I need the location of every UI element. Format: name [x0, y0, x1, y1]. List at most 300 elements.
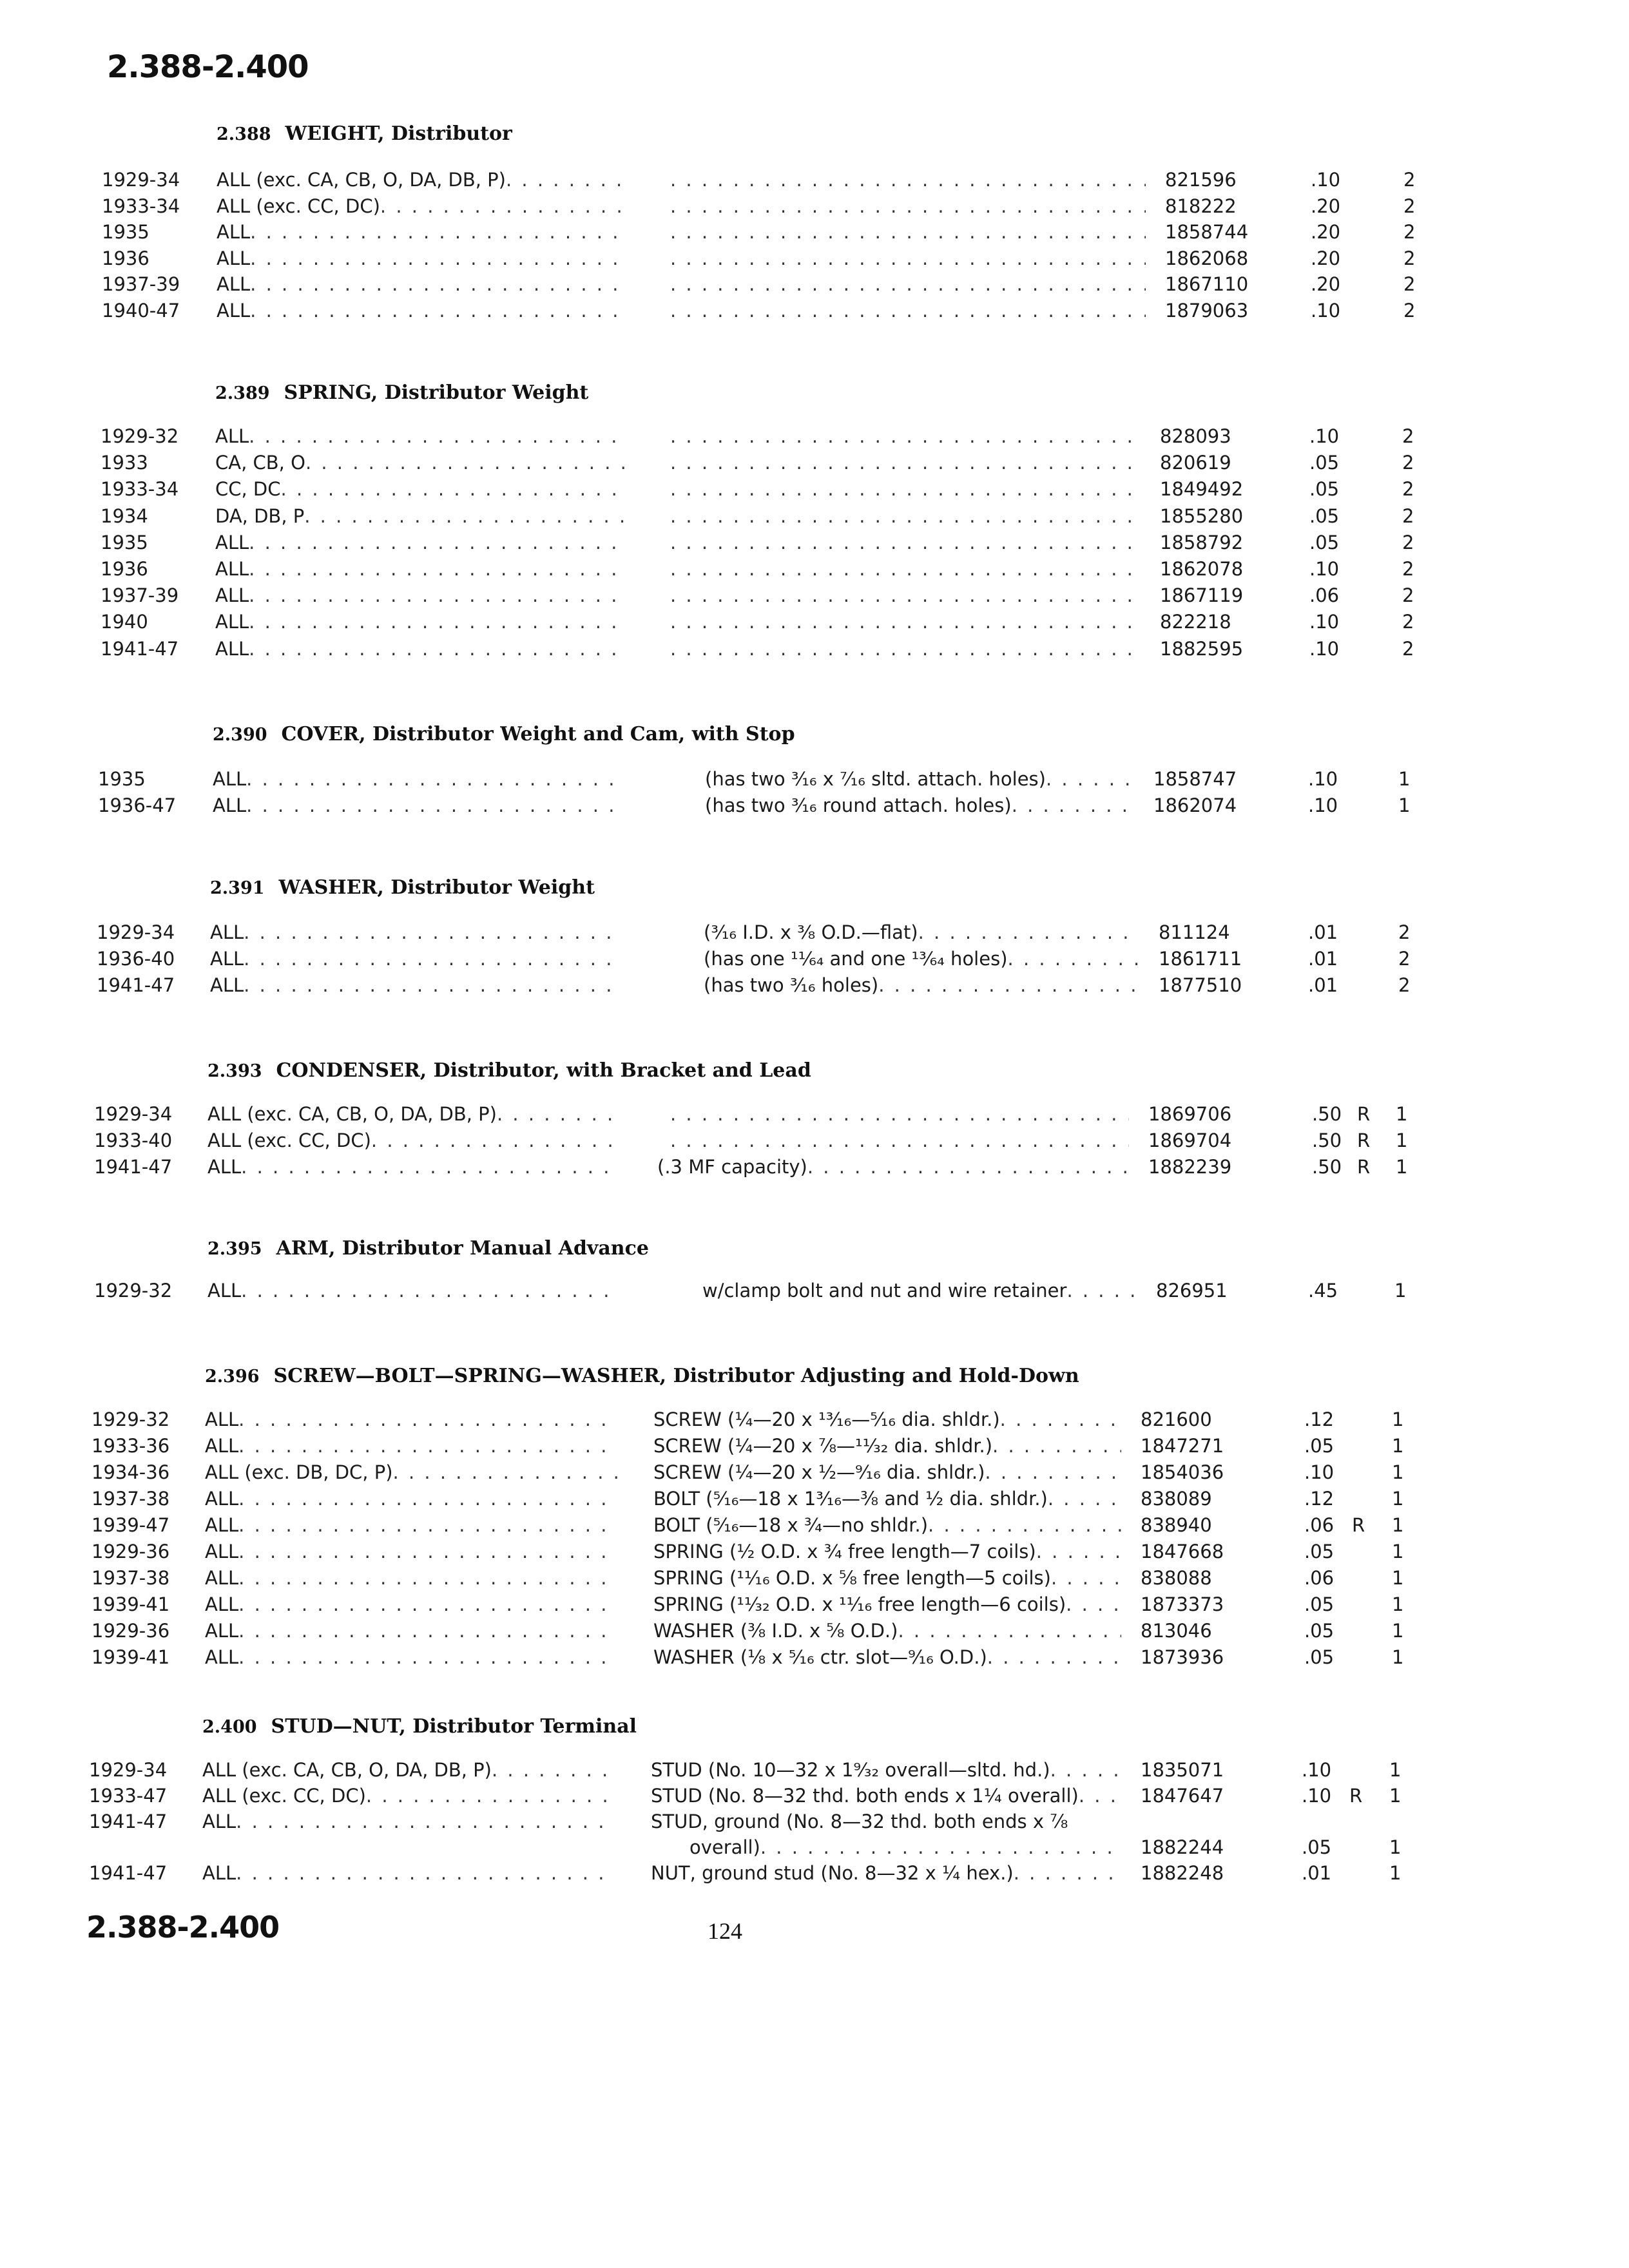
quantity: 1	[1392, 1541, 1404, 1562]
table-row	[0, 505, 1629, 531]
dot-leader	[246, 768, 625, 790]
part-number: 813046	[1141, 1620, 1212, 1642]
table-row	[0, 247, 1629, 273]
model-cell	[205, 1514, 617, 1536]
unit-weight: .01	[1308, 974, 1338, 996]
section-title-text: SPRING, Distributor Weight	[284, 381, 589, 404]
model-cell	[207, 1156, 620, 1178]
description-cell	[670, 611, 1141, 633]
unit-weight: .10	[1309, 638, 1340, 660]
unit-weight: .05	[1309, 505, 1340, 527]
unit-weight: .45	[1308, 1280, 1338, 1302]
model-cell	[205, 1488, 617, 1510]
section-title-text: CONDENSER, Distributor, with Bracket and Lead	[276, 1059, 811, 1082]
year-range: 1929-34	[102, 169, 180, 191]
description-cell	[670, 221, 1146, 243]
unit-weight: .10	[1308, 768, 1338, 790]
description-cell	[670, 452, 1141, 474]
year-range: 1935	[102, 221, 149, 243]
description-text: w/clamp bolt and nut and wire retainer	[702, 1280, 1067, 1302]
dot-leader	[371, 1129, 620, 1151]
model-cell	[217, 221, 629, 243]
model-cell	[205, 1408, 617, 1430]
section-title	[213, 723, 795, 745]
dot-leader	[1046, 768, 1134, 790]
dot-leader	[249, 611, 628, 633]
unit-weight: .10	[1309, 425, 1340, 447]
part-number: 820619	[1160, 452, 1231, 474]
unit-weight: .20	[1311, 273, 1341, 295]
model-text: ALL (exc. CA, CB, O, DA, DB, P)	[202, 1759, 492, 1781]
table-row	[0, 1103, 1629, 1129]
quantity: 1	[1396, 1129, 1408, 1151]
model-cell	[202, 1759, 615, 1781]
dot-leader	[670, 1129, 1129, 1151]
model-cell	[202, 1785, 615, 1807]
quantity: 1	[1392, 1620, 1404, 1642]
table-row	[0, 452, 1629, 477]
description-text: WASHER (⅜ I.D. x ⅝ O.D.)	[653, 1620, 898, 1642]
dot-leader	[304, 505, 628, 527]
model-text: ALL	[205, 1435, 239, 1457]
model-text: ALL (exc. DB, DC, P)	[205, 1461, 393, 1483]
quantity: 2	[1403, 300, 1416, 322]
part-number: 821600	[1141, 1408, 1212, 1430]
year-range: 1941-47	[89, 1811, 168, 1832]
description-cell	[670, 1129, 1129, 1151]
year-range: 1936-40	[97, 948, 175, 970]
part-number: 1847647	[1141, 1785, 1224, 1807]
model-cell	[205, 1593, 617, 1615]
description-cell	[670, 273, 1146, 295]
table-row	[0, 300, 1629, 325]
table-row	[0, 1129, 1629, 1155]
model-text: ALL	[205, 1488, 239, 1510]
unit-weight: .20	[1311, 247, 1341, 269]
quantity: 1	[1392, 1435, 1404, 1457]
dot-leader	[1036, 1541, 1121, 1562]
year-range: 1934-36	[92, 1461, 170, 1483]
dot-leader	[393, 1461, 617, 1483]
model-cell	[205, 1620, 617, 1642]
description-cell	[653, 1620, 1121, 1642]
dot-leader	[236, 1862, 615, 1884]
quantity: 1	[1392, 1408, 1404, 1430]
year-range: 1936	[101, 558, 148, 580]
model-text: ALL	[217, 300, 251, 322]
model-text: ALL	[215, 425, 249, 447]
dot-leader	[1000, 1408, 1121, 1430]
dot-leader	[670, 611, 1141, 633]
year-range: 1934	[101, 505, 148, 527]
model-cell	[213, 794, 625, 816]
part-number: 1877510	[1159, 974, 1242, 996]
quantity: 2	[1402, 425, 1414, 447]
year-range: 1937-39	[102, 273, 180, 295]
quantity: 1	[1389, 1785, 1402, 1807]
table-row	[0, 195, 1629, 221]
table-row	[0, 768, 1629, 794]
quantity: 2	[1402, 584, 1414, 606]
model-text: ALL (exc. CC, DC)	[217, 195, 380, 217]
quantity: 1	[1389, 1836, 1402, 1858]
dot-leader	[1066, 1593, 1121, 1615]
year-range: 1933-34	[102, 195, 180, 217]
section-title	[207, 1237, 649, 1260]
description-cell	[653, 1567, 1121, 1589]
description-text: STUD, ground (No. 8—32 thd. both ends x ⅞	[651, 1811, 1068, 1832]
part-number: 1862078	[1160, 558, 1244, 580]
unit-weight: .06	[1309, 584, 1340, 606]
quantity: 1	[1394, 1280, 1407, 1302]
dot-leader	[670, 452, 1141, 474]
description-cell	[651, 1759, 1121, 1781]
quantity: 2	[1402, 638, 1414, 660]
dot-leader	[1014, 1862, 1121, 1884]
description-cell	[670, 638, 1141, 660]
section-title	[217, 122, 512, 145]
model-text: ALL	[213, 794, 247, 816]
table-row	[0, 1461, 1629, 1487]
description-cell	[653, 1461, 1121, 1483]
description-cell	[704, 921, 1139, 943]
model-text: ALL	[215, 558, 249, 580]
part-number: 1882239	[1148, 1156, 1232, 1178]
model-text: ALL	[205, 1593, 239, 1615]
dot-leader	[238, 1408, 617, 1430]
model-cell	[215, 558, 628, 580]
dot-leader	[670, 195, 1146, 217]
year-range: 1929-34	[89, 1759, 168, 1781]
part-number: 1835071	[1141, 1759, 1224, 1781]
quantity: 2	[1402, 452, 1414, 474]
description-cell	[689, 1836, 1121, 1858]
unit-weight: .10	[1311, 169, 1341, 191]
model-text: ALL	[215, 611, 249, 633]
description-text: SPRING (½ O.D. x ¾ free length—7 coils)	[653, 1541, 1036, 1562]
dot-leader	[241, 1156, 620, 1178]
dot-leader	[670, 1103, 1129, 1125]
dot-leader	[670, 425, 1141, 447]
model-text: ALL	[205, 1620, 239, 1642]
dot-leader	[249, 425, 628, 447]
model-text: CC, DC	[215, 478, 281, 500]
quantity: 1	[1389, 1759, 1402, 1781]
part-number: 1862068	[1165, 247, 1249, 269]
unit-weight: .05	[1302, 1836, 1332, 1858]
dot-leader	[670, 478, 1141, 500]
dot-leader	[670, 300, 1146, 322]
table-row	[0, 1567, 1629, 1593]
dot-leader	[670, 247, 1146, 269]
section-number: 2.391	[210, 878, 265, 898]
table-row	[0, 974, 1629, 1000]
part-number: 1867119	[1160, 584, 1244, 606]
description-text: overall)	[689, 1836, 760, 1858]
page-footer-code: 2.388-2.400	[86, 1910, 280, 1945]
year-range: 1933-34	[101, 478, 179, 500]
unit-weight: .50	[1312, 1156, 1342, 1178]
description-text: STUD (No. 10—32 x 1⁹⁄₃₂ overall—sltd. hd.)	[651, 1759, 1050, 1781]
model-cell	[213, 768, 625, 790]
quantity: 2	[1398, 921, 1411, 943]
description-cell	[670, 195, 1146, 217]
table-row	[0, 478, 1629, 504]
model-cell	[215, 505, 628, 527]
unit-weight: .05	[1304, 1593, 1335, 1615]
section-title-text: STUD—NUT, Distributor Terminal	[271, 1715, 637, 1738]
description-text: SPRING (¹¹⁄₁₆ O.D. x ⅝ free length—5 coils)	[653, 1567, 1051, 1589]
part-number: 1862074	[1153, 794, 1237, 816]
section-number: 2.390	[213, 725, 267, 745]
model-cell	[215, 611, 628, 633]
model-cell	[205, 1567, 617, 1589]
unit-weight: .20	[1311, 195, 1341, 217]
table-row	[0, 921, 1629, 947]
dot-leader	[670, 221, 1146, 243]
part-number: 1882244	[1141, 1836, 1224, 1858]
model-text: ALL	[205, 1514, 239, 1536]
part-number: 1849492	[1160, 478, 1244, 500]
quantity: 2	[1403, 273, 1416, 295]
year-range: 1940	[101, 611, 148, 633]
dot-leader	[250, 300, 629, 322]
unit-weight: .01	[1302, 1862, 1332, 1884]
quantity: 2	[1402, 505, 1414, 527]
model-text: ALL (exc. CC, DC)	[202, 1785, 366, 1807]
reference-mark: R	[1357, 1103, 1371, 1125]
dot-leader	[238, 1620, 617, 1642]
year-range: 1933-40	[94, 1129, 173, 1151]
section-number: 2.393	[207, 1061, 262, 1081]
year-range: 1933	[101, 452, 148, 474]
dot-leader	[1050, 1759, 1121, 1781]
dot-leader	[1008, 948, 1139, 970]
part-number: 838940	[1141, 1514, 1212, 1536]
model-text: ALL	[213, 768, 247, 790]
unit-weight: .06	[1304, 1514, 1335, 1536]
model-text: ALL	[210, 974, 244, 996]
dot-leader	[244, 974, 622, 996]
unit-weight: .10	[1302, 1785, 1332, 1807]
table-row	[0, 532, 1629, 557]
part-number: 826951	[1156, 1280, 1228, 1302]
year-range: 1929-32	[101, 425, 179, 447]
unit-weight: .05	[1304, 1620, 1335, 1642]
part-number: 1854036	[1141, 1461, 1224, 1483]
quantity: 2	[1403, 169, 1416, 191]
year-range: 1935	[101, 532, 148, 553]
description-cell	[670, 169, 1146, 191]
model-cell	[215, 532, 628, 553]
quantity: 2	[1403, 195, 1416, 217]
model-text: ALL	[217, 247, 251, 269]
description-cell	[702, 1280, 1137, 1302]
description-cell	[653, 1593, 1121, 1615]
dot-leader	[492, 1759, 615, 1781]
quantity: 1	[1392, 1514, 1404, 1536]
dot-leader	[670, 169, 1146, 191]
description-text: SPRING (¹¹⁄₃₂ O.D. x ¹¹⁄₁₆ free length—6 coils)	[653, 1593, 1066, 1615]
part-number: 1869704	[1148, 1129, 1232, 1151]
model-cell	[205, 1646, 617, 1668]
dot-leader	[497, 1103, 620, 1125]
description-text: (has one ¹¹⁄₆₄ and one ¹³⁄₆₄ holes)	[704, 948, 1008, 970]
dot-leader	[1079, 1785, 1121, 1807]
part-number: 1869706	[1148, 1103, 1232, 1125]
dot-leader	[898, 1620, 1121, 1642]
description-cell	[653, 1646, 1121, 1668]
dot-leader	[249, 638, 628, 660]
quantity: 1	[1396, 1103, 1408, 1125]
unit-weight: .05	[1309, 452, 1340, 474]
quantity: 1	[1396, 1156, 1408, 1178]
unit-weight: .05	[1304, 1435, 1335, 1457]
dot-leader	[928, 1514, 1121, 1536]
year-range: 1941-47	[101, 638, 179, 660]
part-number: 1858744	[1165, 221, 1249, 243]
year-range: 1941-47	[89, 1862, 168, 1884]
dot-leader	[366, 1785, 615, 1807]
table-row	[0, 273, 1629, 299]
description-text: (has two ³⁄₁₆ round attach. holes)	[705, 794, 1012, 816]
table-row	[0, 1541, 1629, 1566]
description-text: SCREW (¼—20 x ⅞—¹¹⁄₃₂ dia. shldr.)	[653, 1435, 993, 1457]
dot-leader	[249, 584, 628, 606]
dot-leader	[250, 247, 629, 269]
year-range: 1937-39	[101, 584, 179, 606]
table-row	[0, 221, 1629, 247]
model-text: ALL	[205, 1646, 239, 1668]
model-cell	[207, 1280, 620, 1302]
description-cell	[670, 425, 1141, 447]
unit-weight: .05	[1309, 478, 1340, 500]
description-cell	[705, 768, 1134, 790]
section-title	[202, 1715, 637, 1738]
dot-leader	[250, 273, 629, 295]
description-text: SCREW (¼—20 x ¹³⁄₁₆—⁵⁄₁₆ dia. shldr.)	[653, 1408, 1000, 1430]
table-row	[0, 1811, 1629, 1836]
model-cell	[210, 921, 622, 943]
year-range: 1937-38	[92, 1488, 170, 1510]
table-row	[0, 425, 1629, 451]
model-text: ALL	[205, 1408, 239, 1430]
model-text: ALL	[202, 1811, 236, 1832]
table-row	[0, 794, 1629, 820]
table-row	[0, 1408, 1629, 1434]
dot-leader	[249, 558, 628, 580]
section-title	[215, 381, 588, 404]
section-title	[210, 876, 595, 899]
description-text: SCREW (¼—20 x ½—⁹⁄₁₆ dia. shldr.)	[653, 1461, 985, 1483]
reference-mark: R	[1349, 1785, 1363, 1807]
year-range: 1929-34	[94, 1103, 173, 1125]
year-range: 1929-36	[92, 1620, 170, 1642]
description-text: WASHER (⅛ x ⁵⁄₁₆ ctr. slot—⁹⁄₁₆ O.D.)	[653, 1646, 987, 1668]
quantity: 2	[1402, 478, 1414, 500]
page-number: 124	[708, 1918, 742, 1944]
section-title-text: SCREW—BOLT—SPRING—WASHER, Distributor Adjusting and Hold-Down	[273, 1365, 1079, 1387]
description-cell	[670, 478, 1141, 500]
description-cell	[670, 1103, 1129, 1125]
section-number: 2.396	[205, 1367, 260, 1387]
year-range: 1941-47	[94, 1156, 173, 1178]
description-cell	[670, 505, 1141, 527]
description-cell	[670, 558, 1141, 580]
dot-leader	[238, 1541, 617, 1562]
part-number: 1847271	[1141, 1435, 1224, 1457]
dot-leader	[670, 584, 1141, 606]
quantity: 1	[1398, 768, 1411, 790]
dot-leader	[670, 273, 1146, 295]
dot-leader	[238, 1567, 617, 1589]
table-row	[0, 1620, 1629, 1646]
part-number: 821596	[1165, 169, 1237, 191]
dot-leader	[918, 921, 1139, 943]
quantity: 1	[1398, 794, 1411, 816]
model-text: ALL	[210, 948, 244, 970]
dot-leader	[241, 1280, 620, 1302]
quantity: 1	[1392, 1593, 1404, 1615]
dot-leader	[249, 532, 628, 553]
description-cell	[651, 1785, 1121, 1807]
unit-weight: .10	[1309, 558, 1340, 580]
model-text: CA, CB, O	[215, 452, 305, 474]
year-range: 1933-36	[92, 1435, 170, 1457]
dot-leader	[807, 1156, 1129, 1178]
dot-leader	[985, 1461, 1121, 1483]
dot-leader	[670, 558, 1141, 580]
dot-leader	[987, 1646, 1121, 1668]
part-number: 1867110	[1165, 273, 1249, 295]
quantity: 1	[1389, 1862, 1402, 1884]
unit-weight: .06	[1304, 1567, 1335, 1589]
model-cell	[215, 638, 628, 660]
description-text: (³⁄₁₆ I.D. x ³⁄₈ O.D.—flat)	[704, 921, 918, 943]
section-title-text: WEIGHT, Distributor	[285, 122, 512, 145]
model-text: ALL	[202, 1862, 236, 1884]
unit-weight: .10	[1308, 794, 1338, 816]
quantity: 1	[1392, 1646, 1404, 1668]
model-text: ALL	[207, 1280, 242, 1302]
part-number: 1882248	[1141, 1862, 1224, 1884]
year-range: 1929-32	[94, 1280, 173, 1302]
description-cell	[670, 300, 1146, 322]
unit-weight: .10	[1309, 611, 1340, 633]
unit-weight: .50	[1312, 1103, 1342, 1125]
unit-weight: .10	[1302, 1759, 1332, 1781]
model-cell	[215, 478, 628, 500]
model-text: ALL (exc. CA, CB, O, DA, DB, P)	[217, 169, 506, 191]
quantity: 2	[1402, 558, 1414, 580]
unit-weight: .01	[1308, 921, 1338, 943]
quantity: 1	[1392, 1488, 1404, 1510]
model-cell	[215, 425, 628, 447]
unit-weight: .20	[1311, 221, 1341, 243]
table-row	[0, 948, 1629, 974]
table-row	[0, 1646, 1629, 1672]
dot-leader	[238, 1593, 617, 1615]
description-cell	[653, 1408, 1121, 1430]
quantity: 1	[1392, 1567, 1404, 1589]
quantity: 2	[1403, 247, 1416, 269]
section-number: 2.388	[217, 124, 271, 144]
description-cell	[653, 1541, 1121, 1562]
description-text: (.3 MF capacity)	[657, 1156, 807, 1178]
year-range: 1941-47	[97, 974, 175, 996]
model-cell	[205, 1541, 617, 1562]
section-title-text: ARM, Distributor Manual Advance	[276, 1237, 649, 1260]
